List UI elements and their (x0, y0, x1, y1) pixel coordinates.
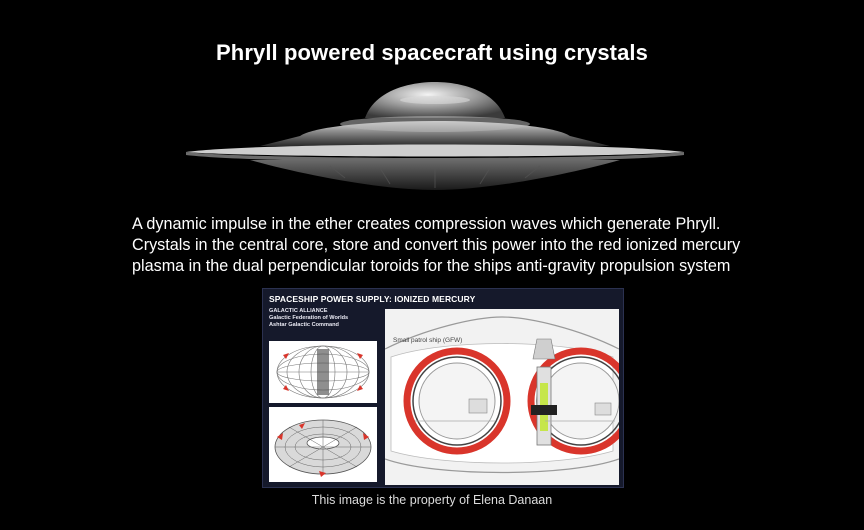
ship-label: Small patrol ship (GFW) (393, 337, 463, 344)
ship-cross-section-image (385, 309, 619, 485)
org-line: Ashtar Galactic Command (269, 322, 339, 328)
org-line: Galactic Federation of Worlds (269, 315, 349, 321)
diagram-org-list (269, 308, 348, 329)
spacecraft-image (180, 78, 690, 203)
power-supply-diagram (262, 288, 624, 488)
torus-field-image (269, 341, 377, 403)
description-text: A dynamic impulse in the ether creates compression waves which generate Phryll. Crystals in the central core, store and convert this power into the red ionized mercury plasma in the dual perpendicular toroids for the ships anti-gravity propulsion system (132, 215, 741, 275)
slide-title: Phryll powered spacecraft using crystals (216, 40, 648, 65)
diagram-title: SPACESHIP POWER SUPPLY: IONIZED MERCURY (269, 294, 476, 304)
org-line: GALACTIC ALLIANCE (269, 308, 328, 314)
torus-mesh-image (269, 407, 377, 482)
image-credit-caption: This image is the property of Elena Danaan (311, 493, 553, 507)
